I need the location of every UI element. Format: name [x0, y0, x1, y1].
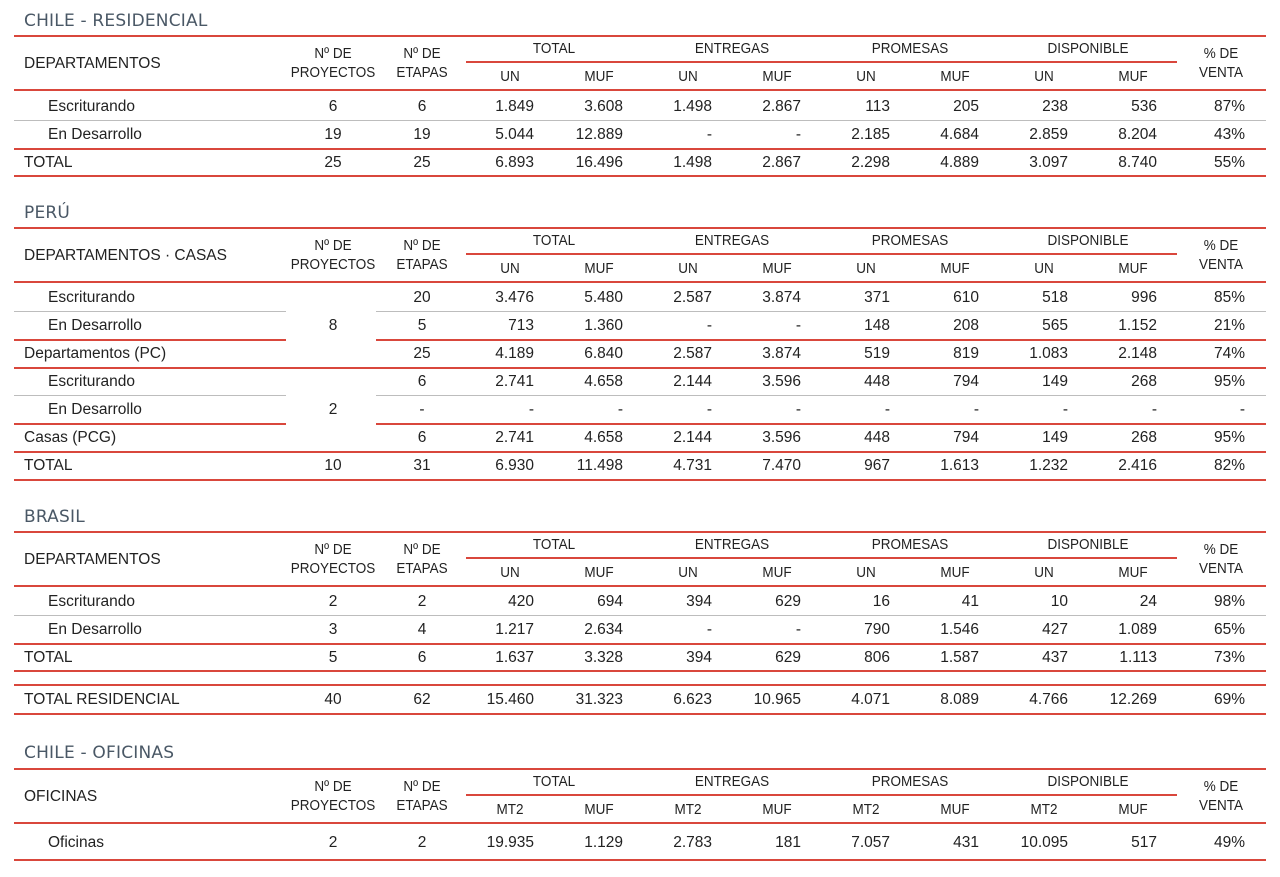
brasil-total-label: TOTAL — [24, 649, 73, 666]
oficinas-row-value-1: 1.129 — [584, 834, 623, 851]
header-group-3: DISPONIBLE — [1047, 40, 1129, 57]
brasil-en-desarrollo-value-4: 790 — [864, 621, 890, 638]
chile-escriturando-label: Escriturando — [48, 98, 136, 115]
peru-pcg-en-desarrollo-etapas: - — [419, 401, 425, 418]
peru-total-value-6: 1.232 — [1029, 457, 1068, 474]
header-pct-line2: VENTA — [1198, 64, 1244, 81]
peru-pc-escriturando-value-6: 518 — [1042, 289, 1068, 306]
header-bottom-rule — [14, 89, 1266, 91]
group-sub-rule — [466, 61, 1177, 63]
peru-pc-en-desarrollo-pct: 21% — [1213, 317, 1245, 334]
brasil-en-desarrollo-value-0: 1.217 — [495, 621, 534, 638]
oficinas-row-label: Oficinas — [48, 834, 104, 851]
peru-departamentos-pc-value-5: 819 — [953, 345, 979, 362]
brasil-total-pct: 73% — [1213, 649, 1245, 666]
peru-casas-pcg-value-3: 3.596 — [762, 429, 801, 446]
header-unit-0: UN — [500, 68, 520, 85]
oficinas-row-value-0: 19.935 — [486, 834, 534, 851]
total-residencial-value-1: 31.323 — [575, 691, 623, 708]
peru-pc-en-desarrollo-value-1: 1.360 — [584, 317, 623, 334]
row-divider — [376, 311, 1266, 312]
header-group-3: DISPONIBLE — [1047, 536, 1129, 553]
peru-pcg-escriturando-value-6: 149 — [1042, 373, 1068, 390]
peru-casas-pcg-etapas: 6 — [417, 429, 427, 446]
brasil-escriturando-pct: 98% — [1213, 593, 1245, 610]
header-n-proyectos-line2: PROYECTOS — [290, 560, 376, 577]
brasil-en-desarrollo-value-6: 427 — [1042, 621, 1068, 638]
header-pct-line2: VENTA — [1198, 797, 1244, 814]
header-group-0: TOTAL — [532, 232, 576, 249]
header-unit-5: MUF — [940, 260, 970, 277]
peru-pcg-en-desarrollo-value-4: - — [884, 401, 890, 418]
peru-departamentos-pc-label: Departamentos (PC) — [24, 345, 167, 362]
chile-escriturando-proyectos: 6 — [328, 98, 338, 115]
header-group-0: TOTAL — [532, 536, 576, 553]
peru-pcg-en-desarrollo-value-1: - — [617, 401, 623, 418]
peru-pc-en-desarrollo-value-0: 713 — [508, 317, 534, 334]
chile-total-etapas: 25 — [413, 154, 431, 171]
column-label: DEPARTAMENTOS — [24, 551, 161, 568]
header-unit-6: UN — [1034, 260, 1054, 277]
header-unit-6: MT2 — [1030, 801, 1058, 818]
header-pct-line2: VENTA — [1198, 256, 1244, 273]
peru-casas-pcg-value-7: 268 — [1131, 429, 1157, 446]
chile-total-value-3: 2.867 — [762, 154, 801, 171]
peru-pcg-en-desarrollo-value-2: - — [706, 401, 712, 418]
peru-pc-en-desarrollo-value-4: 148 — [864, 317, 890, 334]
chile-en-desarrollo-etapas: 19 — [413, 126, 431, 143]
peru-pc-escriturando-value-3: 3.874 — [762, 289, 801, 306]
header-unit-6: UN — [1034, 68, 1054, 85]
brasil-total-value-1: 3.328 — [584, 649, 623, 666]
brasil-escriturando-value-4: 16 — [872, 593, 890, 610]
total-residencial-label: TOTAL RESIDENCIAL — [24, 691, 180, 708]
row-divider — [14, 367, 1266, 369]
peru-pc-en-desarrollo-value-7: 1.152 — [1118, 317, 1157, 334]
section-bottom-rule — [14, 670, 1266, 672]
header-n-etapas-line2: ETAPAS — [396, 797, 448, 814]
total-residencial-value-3: 10.965 — [753, 691, 801, 708]
header-group-3: DISPONIBLE — [1047, 232, 1129, 249]
header-bottom-rule — [14, 585, 1266, 587]
header-group-2: PROMESAS — [871, 536, 949, 553]
header-unit-2: UN — [678, 68, 698, 85]
header-top-rule — [14, 768, 1266, 770]
brasil-en-desarrollo-value-2: - — [706, 621, 712, 638]
peru-total-value-2: 4.731 — [673, 457, 712, 474]
header-group-1: ENTREGAS — [694, 773, 770, 790]
header-bottom-rule — [14, 281, 1266, 283]
peru-departamentos-pc-etapas: 25 — [413, 345, 431, 362]
brasil-total-value-0: 1.637 — [495, 649, 534, 666]
brasil-total-etapas: 6 — [417, 649, 427, 666]
header-unit-7: MUF — [1118, 801, 1148, 818]
header-unit-6: UN — [1034, 564, 1054, 581]
chile-en-desarrollo-pct: 43% — [1213, 126, 1245, 143]
oficinas-row-value-6: 10.095 — [1020, 834, 1068, 851]
brasil-en-desarrollo-value-5: 1.546 — [940, 621, 979, 638]
brasil-total-proyectos: 5 — [328, 649, 338, 666]
header-pct-line1: % DE — [1203, 541, 1239, 558]
chile-en-desarrollo-value-3: - — [795, 126, 801, 143]
peru-pc-escriturando-etapas: 20 — [413, 289, 431, 306]
peru-casas-pcg-value-4: 448 — [864, 429, 890, 446]
header-group-2: PROMESAS — [871, 232, 949, 249]
header-pct-line1: % DE — [1203, 45, 1239, 62]
peru-pcg-escriturando-value-1: 4.658 — [584, 373, 623, 390]
section-bottom-rule — [14, 859, 1266, 861]
peru-departamentos-pc-value-0: 4.189 — [495, 345, 534, 362]
row-divider — [14, 339, 286, 341]
total-residencial-proyectos: 40 — [324, 691, 342, 708]
header-unit-3: MUF — [762, 68, 792, 85]
peru-departamentos-pc-value-3: 3.874 — [762, 345, 801, 362]
peru-total-pct: 82% — [1213, 457, 1245, 474]
header-top-rule — [14, 531, 1266, 533]
peru-pcg-escriturando-pct: 95% — [1213, 373, 1245, 390]
peru-casas-pcg-value-6: 149 — [1042, 429, 1068, 446]
brasil-escriturando-value-6: 10 — [1050, 593, 1068, 610]
oficinas-row-value-4: 7.057 — [851, 834, 890, 851]
header-group-1: ENTREGAS — [694, 40, 770, 57]
oficinas-row-value-5: 431 — [953, 834, 979, 851]
chile-en-desarrollo-value-4: 2.185 — [851, 126, 890, 143]
brasil-escriturando-etapas: 2 — [417, 593, 427, 610]
chile-total-value-0: 6.893 — [495, 154, 534, 171]
chile-escriturando-pct: 87% — [1213, 98, 1245, 115]
header-n-etapas-line1: Nº DE — [403, 237, 441, 254]
header-unit-4: UN — [856, 68, 876, 85]
row-divider — [376, 395, 1266, 396]
header-n-proyectos-line2: PROYECTOS — [290, 64, 376, 81]
total-residencial-etapas: 62 — [413, 691, 431, 708]
peru-pcg-en-desarrollo-label: En Desarrollo — [48, 401, 142, 418]
peru-departamentos-pc-value-2: 2.587 — [673, 345, 712, 362]
peru-casas-pcg-pct: 95% — [1213, 429, 1245, 446]
section-title-chile-residencial: CHILE - RESIDENCIAL — [24, 11, 208, 31]
total-residencial-pct: 69% — [1213, 691, 1245, 708]
oficinas-row-value-7: 517 — [1131, 834, 1157, 851]
chile-en-desarrollo-value-1: 12.889 — [575, 126, 623, 143]
header-unit-2: UN — [678, 260, 698, 277]
header-unit-3: MUF — [762, 260, 792, 277]
chile-total-value-6: 3.097 — [1029, 154, 1068, 171]
peru-total-label: TOTAL — [24, 457, 73, 474]
brasil-escriturando-value-5: 41 — [961, 593, 979, 610]
total-rule — [14, 643, 1266, 645]
peru-casas-pcg-value-0: 2.741 — [495, 429, 534, 446]
peru-departamentos-pc-value-1: 6.840 — [584, 345, 623, 362]
header-unit-1: MUF — [584, 801, 614, 818]
chile-total-pct: 55% — [1213, 154, 1245, 171]
peru-pcg-escriturando-etapas: 6 — [417, 373, 427, 390]
header-n-etapas-line2: ETAPAS — [396, 256, 448, 273]
chile-escriturando-value-1: 3.608 — [584, 98, 623, 115]
peru-pcg-en-desarrollo-value-7: - — [1151, 401, 1157, 418]
chile-total-value-5: 4.889 — [940, 154, 979, 171]
peru-departamentos-pc-value-7: 2.148 — [1118, 345, 1157, 362]
header-group-3: DISPONIBLE — [1047, 773, 1129, 790]
brasil-total-value-3: 629 — [775, 649, 801, 666]
section-title-chile-oficinas: CHILE - OFICINAS — [24, 743, 175, 763]
peru-total-value-5: 1.613 — [940, 457, 979, 474]
brasil-en-desarrollo-proyectos: 3 — [328, 621, 338, 638]
peru-casas-pcg-value-2: 2.144 — [673, 429, 712, 446]
chile-en-desarrollo-label: En Desarrollo — [48, 126, 142, 143]
brasil-total-value-6: 437 — [1042, 649, 1068, 666]
row-divider — [14, 311, 286, 312]
chile-en-desarrollo-value-5: 4.684 — [940, 126, 979, 143]
chile-escriturando-value-5: 205 — [953, 98, 979, 115]
chile-en-desarrollo-value-6: 2.859 — [1029, 126, 1068, 143]
peru-total-value-1: 11.498 — [576, 457, 623, 474]
peru-pc-escriturando-value-4: 371 — [864, 289, 890, 306]
oficinas-row-proyectos: 2 — [328, 834, 338, 851]
chile-total-value-2: 1.498 — [673, 154, 712, 171]
peru-pc-escriturando-value-7: 996 — [1131, 289, 1157, 306]
header-top-rule — [14, 35, 1266, 37]
chile-total-value-7: 8.740 — [1118, 154, 1157, 171]
header-unit-5: MUF — [940, 564, 970, 581]
chile-en-desarrollo-value-2: - — [706, 126, 712, 143]
peru-total-value-4: 967 — [864, 457, 890, 474]
header-n-proyectos-line1: Nº DE — [314, 45, 352, 62]
peru-pcg-escriturando-value-7: 268 — [1131, 373, 1157, 390]
brasil-escriturando-value-7: 24 — [1139, 593, 1157, 610]
peru-pcg-escriturando-label: Escriturando — [48, 373, 136, 390]
brasil-en-desarrollo-value-3: - — [795, 621, 801, 638]
peru-pc-en-desarrollo-value-2: - — [706, 317, 712, 334]
brasil-en-desarrollo-value-7: 1.089 — [1118, 621, 1157, 638]
total-residencial-value-5: 8.089 — [940, 691, 979, 708]
peru-pc-en-desarrollo-value-3: - — [795, 317, 801, 334]
peru-pcg-escriturando-value-3: 3.596 — [762, 373, 801, 390]
brasil-en-desarrollo-pct: 65% — [1213, 621, 1245, 638]
chile-total-value-4: 2.298 — [851, 154, 890, 171]
group-sub-rule — [466, 253, 1177, 255]
group-sub-rule — [466, 794, 1177, 796]
header-pct-line1: % DE — [1203, 778, 1239, 795]
peru-departamentos-pc-value-6: 1.083 — [1029, 345, 1068, 362]
total-residencial-value-6: 4.766 — [1029, 691, 1068, 708]
peru-pc-proyectos: 8 — [328, 317, 338, 334]
header-unit-2: MT2 — [674, 801, 702, 818]
brasil-escriturando-label: Escriturando — [48, 593, 136, 610]
brasil-escriturando-value-1: 694 — [597, 593, 623, 610]
total-residencial-value-2: 6.623 — [673, 691, 712, 708]
peru-departamentos-pc-value-4: 519 — [864, 345, 890, 362]
total-residencial-top-rule — [14, 684, 1266, 686]
section-title-peru: PERÚ — [24, 203, 71, 223]
header-n-etapas-line1: Nº DE — [403, 541, 441, 558]
peru-pc-escriturando-value-0: 3.476 — [495, 289, 534, 306]
total-residencial-bottom-rule — [14, 713, 1266, 715]
header-group-2: PROMESAS — [871, 773, 949, 790]
chile-escriturando-value-3: 2.867 — [762, 98, 801, 115]
row-divider — [14, 423, 286, 425]
peru-pcg-en-desarrollo-value-5: - — [973, 401, 979, 418]
header-unit-0: UN — [500, 260, 520, 277]
oficinas-row-value-3: 181 — [775, 834, 801, 851]
peru-pcg-escriturando-value-2: 2.144 — [673, 373, 712, 390]
peru-total-value-0: 6.930 — [495, 457, 534, 474]
row-divider — [14, 615, 1266, 616]
header-n-proyectos-line2: PROYECTOS — [290, 797, 376, 814]
header-unit-0: MT2 — [496, 801, 524, 818]
peru-pcg-escriturando-value-5: 794 — [953, 373, 979, 390]
row-divider — [14, 120, 1266, 121]
total-residencial-value-4: 4.071 — [851, 691, 890, 708]
header-group-0: TOTAL — [532, 40, 576, 57]
column-label: DEPARTAMENTOS — [24, 55, 161, 72]
brasil-total-value-2: 394 — [686, 649, 712, 666]
chile-escriturando-value-2: 1.498 — [673, 98, 712, 115]
oficinas-row-pct: 49% — [1213, 834, 1245, 851]
peru-pc-en-desarrollo-value-6: 565 — [1042, 317, 1068, 334]
row-divider — [376, 423, 1266, 425]
brasil-en-desarrollo-value-1: 2.634 — [584, 621, 623, 638]
header-top-rule — [14, 227, 1266, 229]
header-group-1: ENTREGAS — [694, 232, 770, 249]
header-unit-4: MT2 — [852, 801, 880, 818]
header-unit-7: MUF — [1118, 260, 1148, 277]
total-rule — [14, 148, 1266, 150]
chile-en-desarrollo-proyectos: 19 — [324, 126, 342, 143]
row-divider — [376, 339, 1266, 341]
brasil-escriturando-proyectos: 2 — [328, 593, 338, 610]
peru-total-etapas: 31 — [413, 457, 431, 474]
brasil-escriturando-value-2: 394 — [686, 593, 712, 610]
section-bottom-rule — [14, 479, 1266, 481]
column-label: OFICINAS — [24, 788, 98, 805]
brasil-total-value-4: 806 — [864, 649, 890, 666]
peru-pc-escriturando-pct: 85% — [1213, 289, 1245, 306]
peru-pc-en-desarrollo-etapas: 5 — [417, 317, 427, 334]
chile-escriturando-value-4: 113 — [865, 98, 890, 115]
peru-total-proyectos: 10 — [324, 457, 342, 474]
chile-escriturando-value-7: 536 — [1131, 98, 1157, 115]
brasil-escriturando-value-3: 629 — [775, 593, 801, 610]
peru-departamentos-pc-pct: 74% — [1213, 345, 1245, 362]
header-unit-1: MUF — [584, 68, 614, 85]
peru-casas-pcg-label: Casas (PCG) — [24, 429, 117, 446]
header-unit-4: UN — [856, 260, 876, 277]
header-n-etapas-line2: ETAPAS — [396, 64, 448, 81]
header-pct-line2: VENTA — [1198, 560, 1244, 577]
peru-pcg-escriturando-value-4: 448 — [864, 373, 890, 390]
peru-pc-en-desarrollo-label: En Desarrollo — [48, 317, 142, 334]
header-n-etapas-line2: ETAPAS — [396, 560, 448, 577]
group-sub-rule — [466, 557, 1177, 559]
brasil-en-desarrollo-etapas: 4 — [417, 621, 427, 638]
header-unit-7: MUF — [1118, 68, 1148, 85]
header-unit-1: MUF — [584, 564, 614, 581]
peru-pcg-en-desarrollo-value-3: - — [795, 401, 801, 418]
peru-pc-escriturando-value-2: 2.587 — [673, 289, 712, 306]
peru-pcg-proyectos: 2 — [328, 401, 338, 418]
peru-pcg-en-desarrollo-pct: - — [1239, 401, 1245, 418]
peru-pc-escriturando-value-5: 610 — [953, 289, 979, 306]
header-n-proyectos-line1: Nº DE — [314, 541, 352, 558]
peru-pc-escriturando-label: Escriturando — [48, 289, 136, 306]
row-divider — [14, 395, 286, 396]
peru-casas-pcg-value-1: 4.658 — [584, 429, 623, 446]
peru-total-value-7: 2.416 — [1118, 457, 1157, 474]
column-label: DEPARTAMENTOS · CASAS — [24, 247, 227, 264]
chile-total-value-1: 16.496 — [575, 154, 623, 171]
header-group-2: PROMESAS — [871, 40, 949, 57]
peru-total-value-3: 7.470 — [762, 457, 801, 474]
peru-pcg-escriturando-value-0: 2.741 — [495, 373, 534, 390]
section-bottom-rule — [14, 175, 1266, 177]
header-n-proyectos-line1: Nº DE — [314, 237, 352, 254]
header-unit-2: UN — [678, 564, 698, 581]
header-n-proyectos-line1: Nº DE — [314, 778, 352, 795]
total-residencial-value-7: 12.269 — [1109, 691, 1157, 708]
header-unit-7: MUF — [1118, 564, 1148, 581]
brasil-total-value-7: 1.113 — [1119, 649, 1157, 666]
peru-pcg-en-desarrollo-value-6: - — [1062, 401, 1068, 418]
header-bottom-rule — [14, 822, 1266, 824]
header-unit-0: UN — [500, 564, 520, 581]
header-n-etapas-line1: Nº DE — [403, 45, 441, 62]
chile-escriturando-value-6: 238 — [1042, 98, 1068, 115]
header-pct-line1: % DE — [1203, 237, 1239, 254]
chile-escriturando-etapas: 6 — [417, 98, 427, 115]
chile-escriturando-value-0: 1.849 — [495, 98, 534, 115]
chile-total-proyectos: 25 — [324, 154, 342, 171]
header-n-etapas-line1: Nº DE — [403, 778, 441, 795]
header-n-proyectos-line2: PROYECTOS — [290, 256, 376, 273]
header-unit-3: MUF — [762, 564, 792, 581]
header-unit-5: MUF — [940, 801, 970, 818]
chile-total-label: TOTAL — [24, 154, 73, 171]
header-group-0: TOTAL — [532, 773, 576, 790]
oficinas-row-value-2: 2.783 — [673, 834, 712, 851]
section-title-brasil: BRASIL — [24, 507, 85, 527]
chile-en-desarrollo-value-0: 5.044 — [495, 126, 534, 143]
brasil-escriturando-value-0: 420 — [508, 593, 534, 610]
chile-en-desarrollo-value-7: 8.204 — [1118, 126, 1157, 143]
header-unit-1: MUF — [584, 260, 614, 277]
peru-pc-en-desarrollo-value-5: 208 — [953, 317, 979, 334]
peru-pc-escriturando-value-1: 5.480 — [584, 289, 623, 306]
total-residencial-value-0: 15.460 — [486, 691, 534, 708]
peru-casas-pcg-value-5: 794 — [953, 429, 979, 446]
header-group-1: ENTREGAS — [694, 536, 770, 553]
brasil-en-desarrollo-label: En Desarrollo — [48, 621, 142, 638]
header-unit-5: MUF — [940, 68, 970, 85]
oficinas-row-etapas: 2 — [417, 834, 427, 851]
peru-pcg-en-desarrollo-value-0: - — [528, 401, 534, 418]
brasil-total-value-5: 1.587 — [940, 649, 979, 666]
header-unit-4: UN — [856, 564, 876, 581]
header-unit-3: MUF — [762, 801, 792, 818]
total-rule — [14, 451, 1266, 453]
